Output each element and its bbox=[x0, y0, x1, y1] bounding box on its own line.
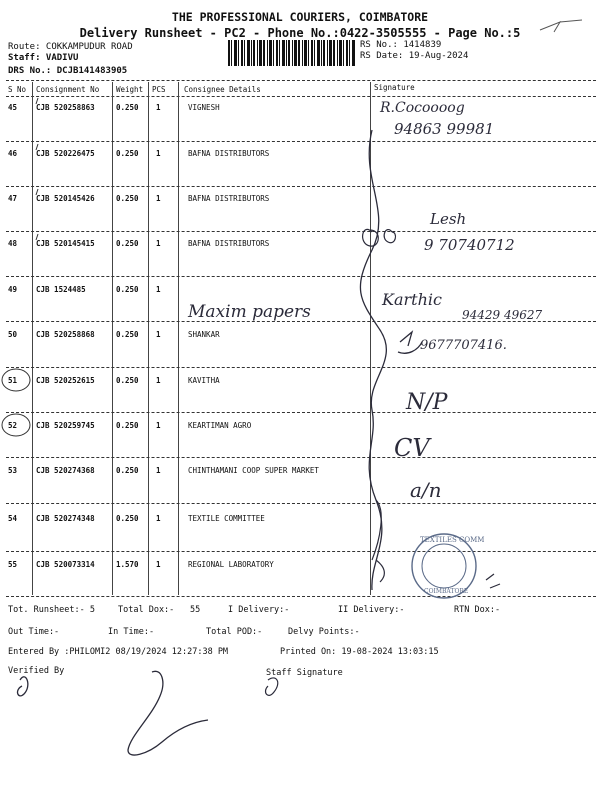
row-consignment: CJB 520073314 bbox=[36, 560, 95, 569]
row-consignment: CJB 520274348 bbox=[36, 514, 95, 523]
row-sno: 49 bbox=[8, 285, 18, 294]
header-bottom-rule bbox=[6, 96, 596, 97]
col-header-signature: Signature bbox=[374, 83, 415, 92]
pen-scribble bbox=[398, 332, 422, 353]
row-consignment: CJB 520145426 bbox=[36, 194, 95, 203]
signature-row-52: CV bbox=[394, 434, 430, 462]
column-divider bbox=[370, 82, 371, 595]
tick-mark bbox=[36, 98, 38, 240]
pen-scribble bbox=[360, 130, 386, 590]
row-weight: 0.250 bbox=[116, 466, 139, 475]
table-bottom-rule bbox=[6, 596, 596, 597]
row-rule bbox=[6, 141, 596, 142]
column-divider bbox=[148, 82, 149, 595]
row-pcs: 1 bbox=[156, 376, 161, 385]
phone-row-48: 9 70740712 bbox=[424, 236, 515, 254]
i-delivery: I Delivery:- bbox=[228, 605, 290, 615]
row-weight: 0.250 bbox=[116, 194, 139, 203]
row-consignment: CJB 1524485 bbox=[36, 285, 86, 294]
row-sno: 50 bbox=[8, 330, 18, 339]
staff-label: Staff: VADIVU bbox=[8, 53, 79, 63]
column-divider bbox=[112, 82, 113, 595]
col-header-sno: S No bbox=[8, 85, 27, 94]
row-consignment: CJB 520259745 bbox=[36, 421, 95, 430]
row-consignee: KEARTIMAN AGRO bbox=[188, 421, 252, 430]
row-sno: 51 bbox=[8, 376, 18, 385]
row-consignee: CHINTHAMANI COOP SUPER MARKET bbox=[188, 466, 319, 475]
col-header-consignee: Consignee Details bbox=[184, 85, 261, 94]
row-consignment: CJB 520258863 bbox=[36, 103, 95, 112]
row-weight: 0.250 bbox=[116, 376, 139, 385]
in-time: In Time:- bbox=[108, 627, 155, 637]
signature-row-51: N/P bbox=[406, 390, 448, 415]
row-rule bbox=[6, 457, 596, 458]
row-weight: 0.250 bbox=[116, 103, 139, 112]
row-rule bbox=[6, 412, 596, 413]
col-header-weight: Weight bbox=[116, 85, 144, 94]
signature-row-53: a/n bbox=[410, 478, 442, 502]
printed-on: Printed On: 19-08-2024 13:03:15 bbox=[280, 647, 439, 657]
handwritten-consignee-row-49: Maxim papers bbox=[188, 302, 311, 322]
column-divider bbox=[178, 82, 179, 595]
row-sno: 52 bbox=[8, 421, 18, 430]
total-pod: Total POD:- bbox=[206, 627, 263, 637]
row-pcs: 1 bbox=[156, 239, 161, 248]
col-header-pcs: PCS bbox=[152, 85, 166, 94]
row-consignment: CJB 520274368 bbox=[36, 466, 95, 475]
row-pcs: 1 bbox=[156, 330, 161, 339]
route-label: Route: COKKAMPUDUR ROAD bbox=[8, 42, 133, 52]
row-pcs: 1 bbox=[156, 194, 161, 203]
barcode-image bbox=[228, 40, 356, 66]
row-weight: 0.250 bbox=[116, 421, 139, 430]
row-weight: 1.570 bbox=[116, 560, 139, 569]
signature-row-49: Karthic bbox=[382, 290, 442, 309]
rs-date: RS Date: 19-Aug-2024 bbox=[360, 51, 469, 61]
signature-row-45: R.Cocoooog bbox=[380, 100, 465, 116]
row-rule bbox=[6, 186, 596, 187]
col-header-consignment: Consignment No bbox=[36, 85, 100, 94]
row-consignee: TEXTILE COMMITTEE bbox=[188, 514, 265, 523]
company-name: THE PROFESSIONAL COURIERS, COIMBATORE bbox=[171, 10, 429, 24]
row-sno: 48 bbox=[8, 239, 18, 248]
row-consignee: BAFNA DISTRIBUTORS bbox=[188, 194, 270, 203]
row-weight: 0.250 bbox=[116, 514, 139, 523]
row-sno: 53 bbox=[8, 466, 18, 475]
row-sno: 46 bbox=[8, 149, 18, 158]
row-weight: 0.250 bbox=[116, 285, 139, 294]
row-consignee: KAVITHA bbox=[188, 376, 220, 385]
phone-row-50: 9677707416. bbox=[420, 338, 507, 353]
pen-scribble bbox=[372, 500, 384, 582]
pen-scribble bbox=[486, 574, 500, 588]
row-consignee: REGIONAL LABORATORY bbox=[188, 560, 274, 569]
phone-row-49: 94429 49627 bbox=[462, 308, 543, 322]
row-pcs: 1 bbox=[156, 103, 161, 112]
ii-delivery: II Delivery:- bbox=[338, 605, 405, 615]
row-rule bbox=[6, 367, 596, 368]
stamp-text-bottom: COIMBATORE bbox=[424, 588, 469, 595]
row-sno: 45 bbox=[8, 103, 18, 112]
row-weight: 0.250 bbox=[116, 239, 139, 248]
row-pcs: 1 bbox=[156, 514, 161, 523]
signature-row-48: Lesh bbox=[430, 210, 467, 228]
row-consignment: CJB 520252615 bbox=[36, 376, 95, 385]
row-pcs: 1 bbox=[156, 285, 161, 294]
row-consignment: CJB 520226475 bbox=[36, 149, 95, 158]
out-time: Out Time:- bbox=[8, 627, 60, 637]
row-sno: 47 bbox=[8, 194, 18, 203]
row-consignee: BAFNA DISTRIBUTORS bbox=[188, 149, 270, 158]
entered-by: Entered By :PHILOMI2 08/19/2024 12:27:38 PM bbox=[8, 647, 229, 657]
row-pcs: 1 bbox=[156, 149, 161, 158]
row-rule bbox=[6, 276, 596, 277]
stamp-text-top: TEXTILES COMM bbox=[420, 536, 485, 544]
staff-signature-mark bbox=[266, 678, 278, 695]
column-divider bbox=[32, 82, 33, 595]
delvy-points: Delvy Points:- bbox=[288, 627, 360, 637]
row-rule bbox=[6, 231, 596, 232]
row-pcs: 1 bbox=[156, 466, 161, 475]
row-sno: 54 bbox=[8, 514, 18, 523]
drs-number: DRS No.: DCJB141483905 bbox=[8, 66, 128, 76]
rtn-dox: RTN Dox:- bbox=[454, 605, 501, 615]
row-rule bbox=[6, 551, 596, 552]
total-runsheet: Tot. Runsheet:- 5 bbox=[8, 605, 95, 615]
total-dox-value: 55 bbox=[190, 605, 201, 615]
row-consignment: CJB 520258868 bbox=[36, 330, 95, 339]
row-consignee: VIGNESH bbox=[188, 103, 220, 112]
table-top-rule bbox=[6, 80, 596, 81]
verified-by: Verified By bbox=[8, 666, 65, 676]
row-pcs: 1 bbox=[156, 421, 161, 430]
row-pcs: 1 bbox=[156, 560, 161, 569]
rs-number: RS No.: 1414839 bbox=[360, 40, 442, 50]
phone-row-45: 94863 99981 bbox=[394, 120, 495, 138]
runsheet-title: Delivery Runsheet - PC2 - Phone No.:0422-3505555 - Page No.:5 bbox=[79, 26, 521, 40]
row-consignment: CJB 520145415 bbox=[36, 239, 95, 248]
verified-signature-icon bbox=[18, 677, 28, 696]
row-weight: 0.250 bbox=[116, 149, 139, 158]
row-consignee: SHANKAR bbox=[188, 330, 220, 339]
staff-signature-scribble bbox=[128, 671, 208, 755]
row-rule bbox=[6, 503, 596, 504]
total-dox-label: Total Dox:- bbox=[118, 605, 175, 615]
row-consignee: BAFNA DISTRIBUTORS bbox=[188, 239, 270, 248]
row-weight: 0.250 bbox=[116, 330, 139, 339]
row-sno: 55 bbox=[8, 560, 18, 569]
staff-signature: Staff Signature bbox=[266, 668, 343, 678]
